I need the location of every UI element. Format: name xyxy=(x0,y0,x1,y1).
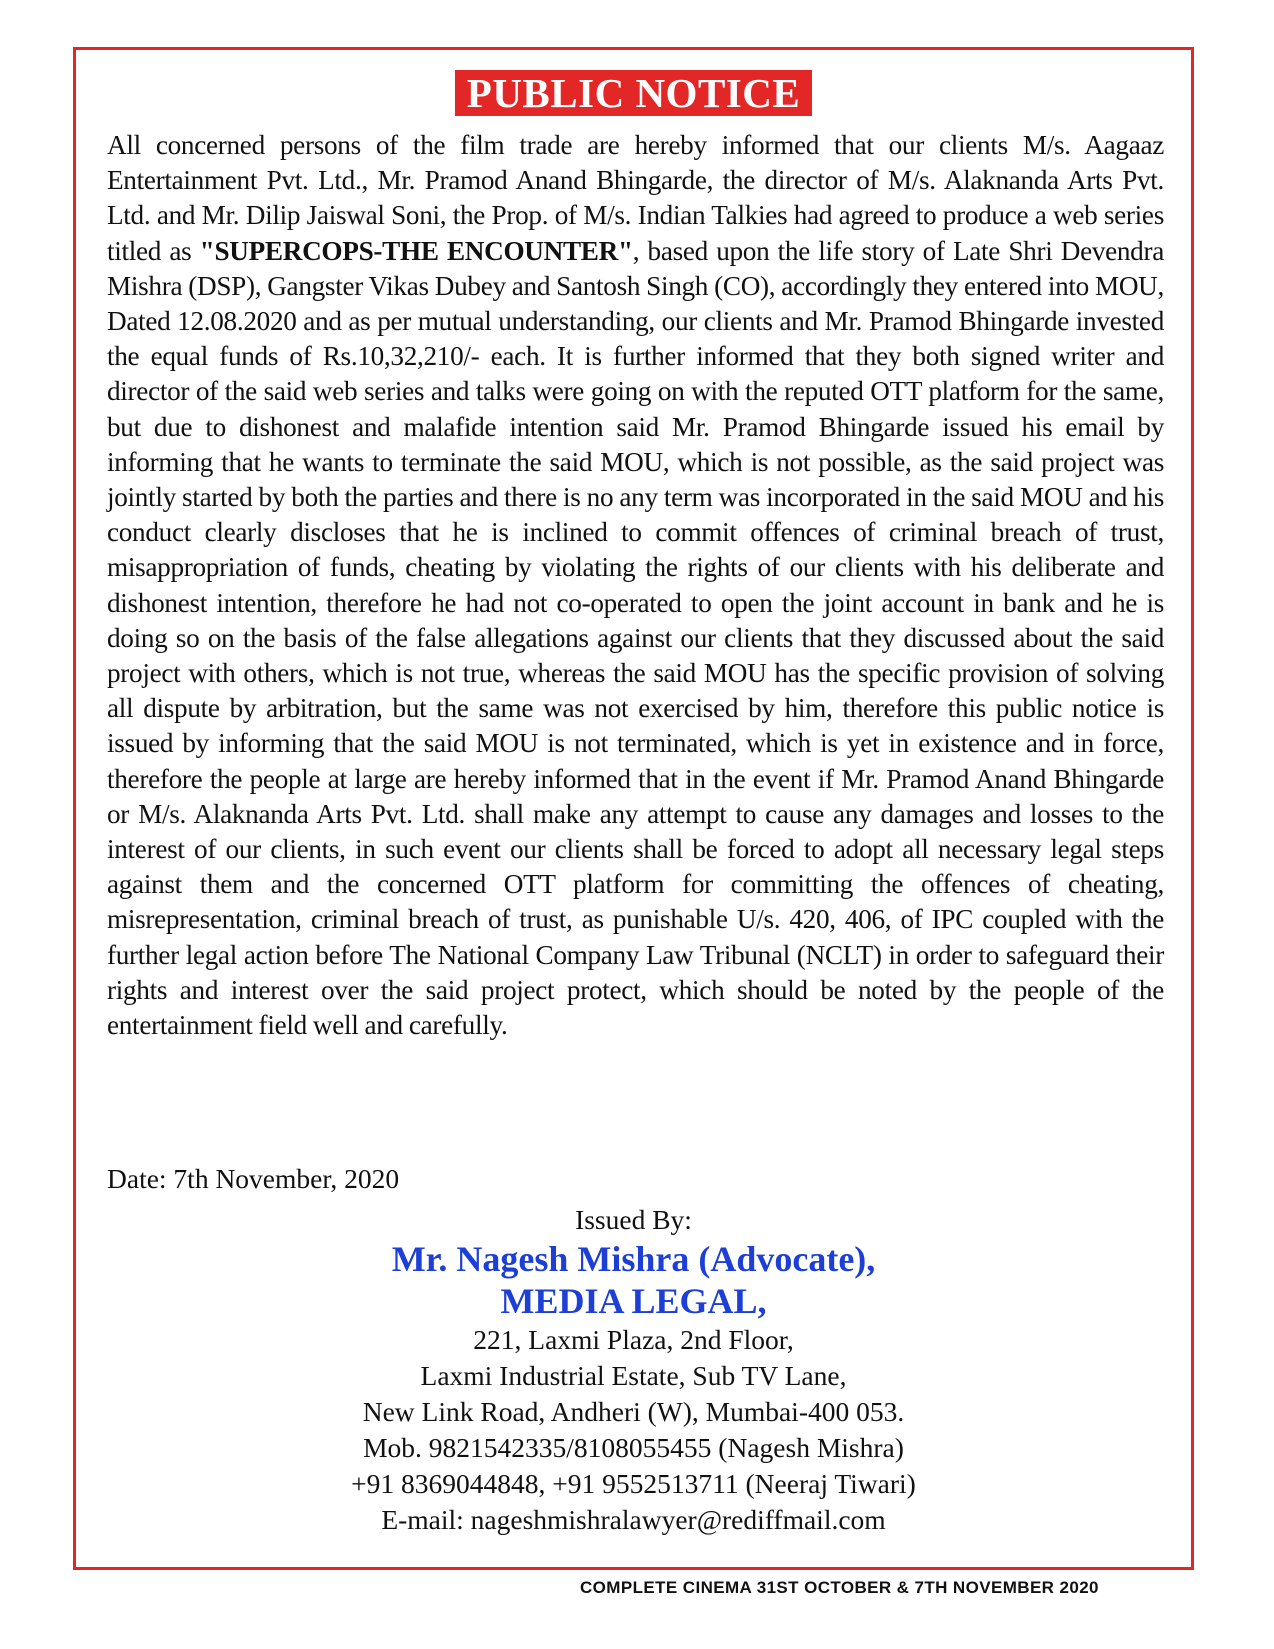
notice-title: PUBLIC NOTICE xyxy=(455,70,812,116)
series-title: "SUPERCOPS-THE ENCOUNTER" xyxy=(199,235,633,266)
email-line: E-mail: nageshmishralawyer@rediffmail.com xyxy=(381,1504,886,1535)
notice-date: Date: 7th November, 2020 xyxy=(107,1163,400,1194)
issuer-name: Mr. Nagesh Mishra (Advocate), xyxy=(391,1239,876,1279)
phone-line-2: +91 8369044848, +91 9552513711 (Neeraj Tiwari) xyxy=(351,1468,916,1499)
address-line-3: New Link Road, Andheri (W), Mumbai-400 053. xyxy=(362,1396,905,1427)
phone-line-1: Mob. 9821542335/8108055455 (Nagesh Mishra) xyxy=(363,1432,904,1463)
body-part-1: All concerned persons of the film trade are hereby informed that our clients M/s. Aagaaz Entertainment Pvt. Ltd., Mr. Pramod Anand Bhingarde, the director of M/s. Alaknanda Arts Pvt. Ltd. and Mr. Dilip Jaiswal Soni, the Prop. of M/s. Indian Talkies had agreed to produce a web series titled as xyxy=(107,130,1164,266)
issued-by-label: Issued By: xyxy=(575,1204,692,1235)
title-wrap xyxy=(76,70,1191,116)
issuer-block xyxy=(76,1202,1191,1538)
notice-body xyxy=(107,128,1164,1043)
body-part-2: , based upon the life story of Late Shri Devendra Mishra (DSP), Gangster Vikas Dubey and Santosh Singh (CO), accordingly they entered into MOU, Dated 12.08.2020 and as per mutual understanding, our clients and Mr. Pramod Bhingarde invested the equal funds of Rs.10,32,210/- each. It is further informed that they both signed writer and director of the said web series and talks were going on with the reputed OTT platform for the same, but due to dishonest and malafide intention said Mr. Pramod Bhingarde issued his email by informing that he wants to terminate the said MOU, which is not possible, as the said project was jointly started by both the parties and there is no any term was incorporated in the said MOU and his conduct clearly discloses that he is inclined to commit offences of criminal breach of trust, misappropriation of funds, cheating by violating the rights of our clients with his deliberate and dishonest intention, therefore he had not co-operated to open the joint account in bank and he is doing so on the basis of the false allegations against our clients that they discussed about the said project with others, which is not true, whereas the said MOU has the specific provision of solving all dispute by arbitration, but the same was not exercised by him, therefore this public notice is issued by informing that the said MOU is not terminated, which is yet in existence and in force, therefore the people at large are hereby informed that in the event if Mr. Pramod Anand Bhingarde or M/s. Alaknanda Arts Pvt. Ltd. shall make any attempt to cause any damages and losses to the interest of our clients, in such event our clients shall be forced to adopt all necessary legal steps against them and the concerned OTT platform for committing the offences of cheating, misrepresentation, criminal breach of trust, as punishable U/s. 420, 406, of IPC coupled with the further legal action before The National Company Law Tribunal (NCLT) in order to safeguard their rights and interest over the said project protect, which should be noted by the people of the entertainment field well and carefully. xyxy=(107,235,1165,1041)
address-line-1: 221, Laxmi Plaza, 2nd Floor, xyxy=(473,1324,794,1355)
issuer-firm: MEDIA LEGAL, xyxy=(500,1281,767,1321)
address-line-2: Laxmi Industrial Estate, Sub TV Lane, xyxy=(420,1360,847,1391)
page-footer: COMPLETE CINEMA 31ST OCTOBER & 7TH NOVEMBER 2020 xyxy=(580,1578,1099,1597)
notice-frame xyxy=(73,47,1194,1570)
